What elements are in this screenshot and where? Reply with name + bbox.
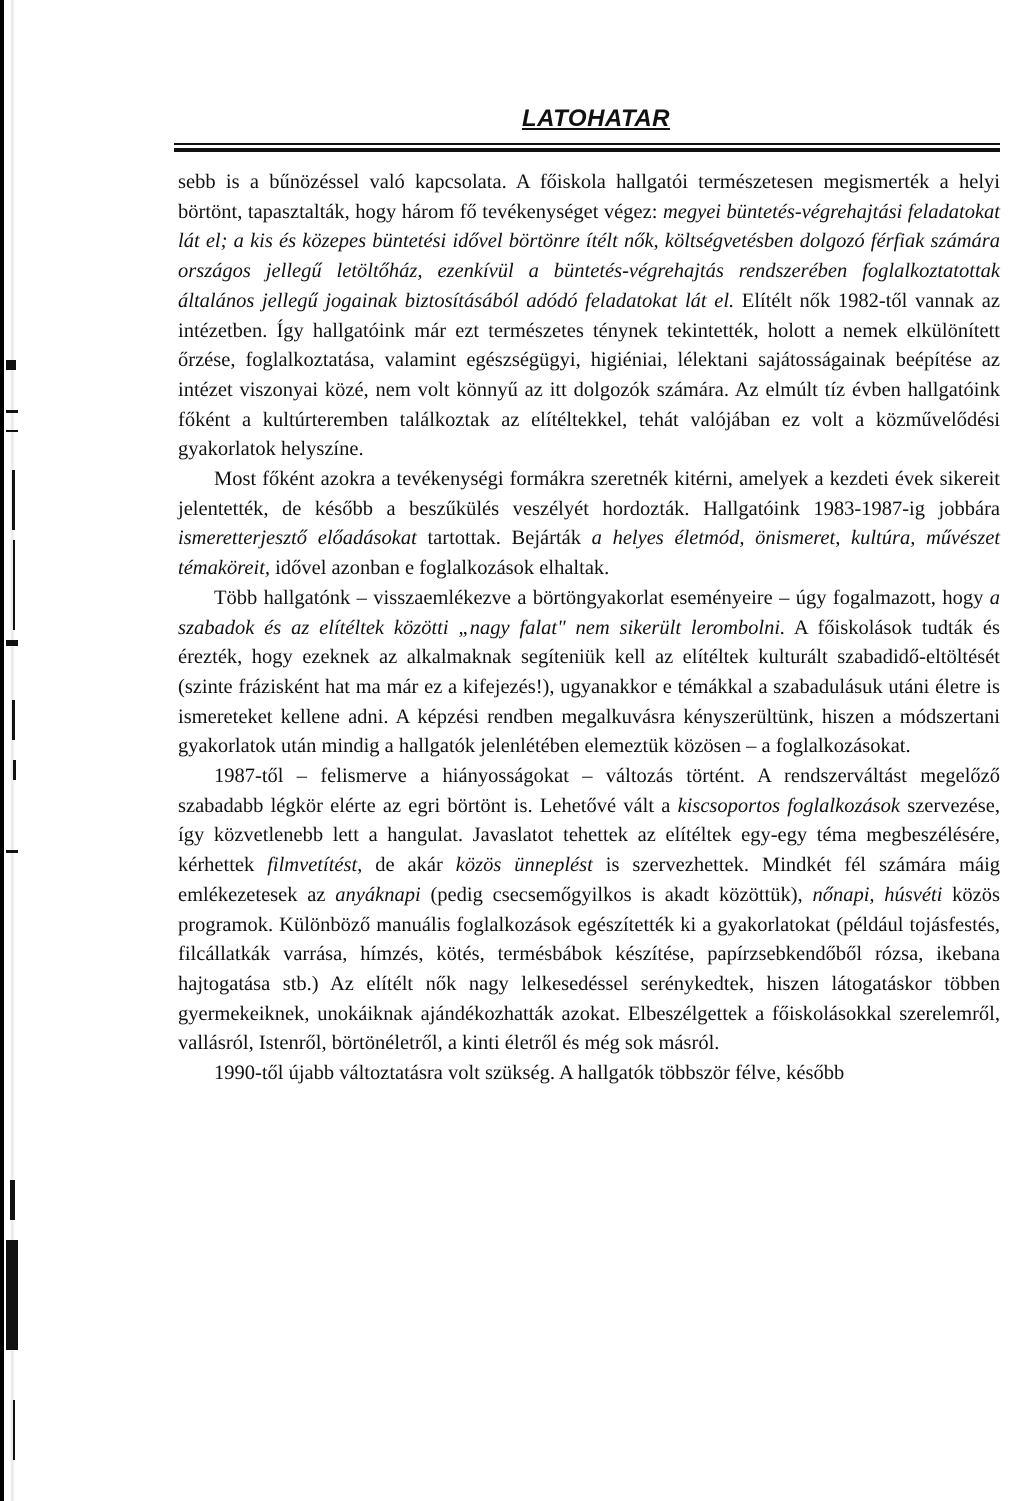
edge-mark — [12, 700, 15, 740]
italic-text: megyei büntetés-végrehajtási feladatokat lát el; a kis és közepes büntetési idővel börtönre ítélt nők, költségvetésben dolgozó férfiak számára országos jellegű letöltőház, ezenkívül a büntetés-végrehajtás rendszerében foglalkoztatottak általános jellegű jogainak biztosításából adódó feladatokat lát el. — [178, 200, 1000, 312]
edge-mark — [6, 360, 16, 370]
text-run: Most főként azokra a tevékenységi formákra szeretnék kitérni, amelyek a kezdeti évek sikereit jelentették, de később a beszűkülés veszélyét hordozták. Hallgatóink 1983-1987-ig jobbára — [178, 468, 1000, 520]
paragraph — [178, 584, 1000, 762]
text-run: sebb is a bűnözéssel való kapcsolata. A főiskola hallgatói természetesen megismerték a helyi börtönt, tapasztalták, hogy három fő tevékenységet végez: — [178, 171, 1000, 223]
edge-mark — [13, 1400, 15, 1460]
edge-mark — [6, 430, 18, 432]
paragraph — [178, 1059, 1000, 1089]
text-run: is szervezhettek. Mindkét fél számára máig emlékezetesek az — [178, 854, 1001, 906]
page — [4, 0, 1024, 1501]
header-rule-thick — [174, 148, 1000, 152]
italic-text: közös ünneplést — [455, 854, 593, 877]
edge-mark — [6, 410, 18, 413]
edge-mark — [6, 1240, 18, 1350]
italic-text: a helyes életmód, önismeret, kultúra, művészet témaköreit, — [178, 527, 1001, 580]
text-run: 1987-től – felismerve a hiányosságokat – változás történt. A rendszerváltást megelőző szabadabb légkör elérte az egri börtönt is. Lehetővé vált a — [178, 765, 1000, 817]
header-title: LATOHATAR — [521, 105, 670, 132]
italic-text: ismeretterjesztő előadásokat — [178, 527, 417, 550]
italic-text: anyáknapi — [335, 883, 421, 906]
edge-mark — [13, 540, 15, 630]
text-run: (pedig csecsemőgyilkos is akadt közöttük), — [420, 883, 813, 906]
text-run: Elítélt nők 1982-től vannak az intézetben. Így hallgatóink már ezt természetes ténynek tekintették, holott a nemek elkülönített őrzése, foglalkoztatása, valamint egészségügyi, higiéniai, lélektani sajátosságainak beépítése az intézet viszonyai közé, nem volt könnyű az itt dolgozók számára. Az elmúlt tíz évben hallgatóink főként a kultúrteremben találkoztak az elítéltekkel, tehát valójában ez volt a közművelődési gyakorlatok helyszíne. — [178, 289, 1001, 461]
edge-mark — [12, 470, 15, 530]
paragraph — [178, 762, 1000, 1059]
text-run: A főiskolások tudták és érezték, hogy ezeknek az alkalmaknak segíteniük kell az elítéltek kulturált szabadidő-eltöltését (szinte frázisként hat ma már ez a kifejezés!), ugyanakkor e témákkal a szabadulásuk utáni életre is ismereteket kellene adni. A képzési rendben megalkuvásra kényszerültünk, hiszen a módszertani gyakorlatok után mindig a hallgatók jelenlétében elemeztük közösen – a foglalkozásokat. — [178, 616, 1000, 758]
text-run: de akár — [362, 854, 456, 877]
page-left-edge — [4, 0, 18, 1501]
edge-mark — [10, 1180, 15, 1220]
edge-mark — [6, 640, 18, 646]
edge-mark — [13, 760, 16, 780]
paragraph — [178, 465, 1000, 584]
text-run: közös programok. Különböző manuális foglalkozások egészítették ki a gyakorlatokat (például tojásfestés, filcállatkák varrása, hímzés, kötés, termésbábok készítése, papírzsebkendőből rózsa, ikebana hajtogatása stb.) Az elítélt nők nagy lelkesedéssel serénykedtek, hiszen látogatáskor többen gyermekeiknek, unokáiknak ajándékozhatták azokat. Elbeszélgettek a főiskolásokkal szerelemről, vallásról, Istenről, börtönéletről, a kinti életről és még sok másról. — [178, 883, 1001, 1055]
text-run: Több hallgatónk – visszaemlékezve a börtöngyakorlat eseményeire – úgy fogalmazott, hogy — [214, 586, 990, 609]
italic-text: filmvetítést, — [267, 854, 363, 877]
edge-mark — [6, 850, 18, 853]
body-text — [178, 168, 1000, 1089]
text-run: 1990-től újabb változtatásra volt szükség. A hallgatók többször félve, később — [214, 1062, 845, 1085]
italic-text: nőnapi, húsvéti — [812, 883, 943, 906]
text-run: tartottak. Bejárták — [416, 527, 592, 550]
italic-text: a szabadok és az elítéltek közötti „nagy falat" nem sikerült lerombolni. — [178, 586, 1000, 639]
text-run: idővel azonban e foglalkozások elhaltak. — [270, 557, 610, 580]
header-rule-thin — [174, 143, 1000, 145]
text-run: szervezése, így közvetlenebb lett a hangulat. Javaslatot tehettek az elítéltek egy-egy téma megbeszélésére, kérhettek — [178, 794, 1000, 877]
italic-text: kiscsoportos foglalkozások — [677, 794, 901, 817]
paragraph — [178, 168, 1000, 465]
